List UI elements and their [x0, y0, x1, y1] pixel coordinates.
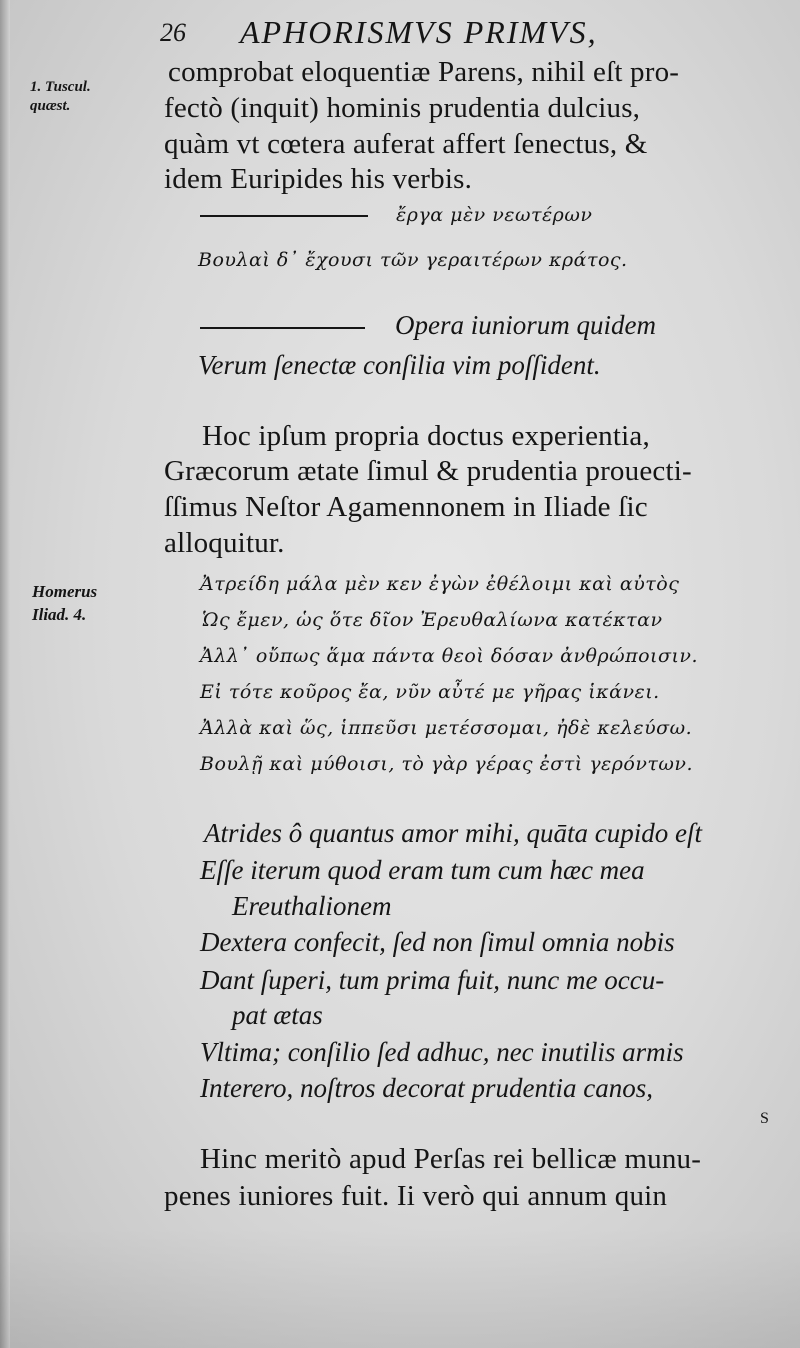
latin-verse-line: Dant ſuperi, tum prima fuit, nunc me occu-: [200, 965, 665, 995]
latin-verse-line: pat ætas: [232, 1000, 323, 1030]
text-line: fectò (inquit) hominis prudentia dulcius,: [164, 92, 641, 124]
page-bottom-shading: [0, 1228, 800, 1348]
text-line: comprobat eloquentiæ Parens, nihil eſt pro-: [168, 56, 680, 88]
latin-verse-line: Dextera confecit, ſed non ſimul omnia nobis: [200, 927, 675, 957]
marginal-note-line: Homerus: [32, 582, 98, 601]
latin-verse-line: [200, 310, 656, 341]
greek-verse-line: Ὡς ἔμεν, ὡς ὅτε δῖον Ἐρευθαλίωνα κατέκταν: [202, 609, 663, 631]
text-line: Hinc meritò apud Perſas rei bellicæ munu-: [200, 1143, 702, 1175]
latin-verse-line: Eſſe iterum quod eram tum cum hæc mea: [200, 855, 645, 885]
marginal-note-line: quæst.: [30, 98, 71, 114]
signature-mark: S: [760, 1110, 769, 1127]
greek-verse-text: ἔργα μὲν νεωτέρων: [396, 204, 593, 226]
text-line: idem Euripides his verbis.: [164, 163, 473, 195]
greek-verse-line: [200, 204, 592, 226]
verse-rule: [200, 327, 365, 329]
greek-verse-line: Εἰ τότε κοῦρος ἔα, νῦν αὖτέ με γῆρας ἱκάνει.: [200, 681, 660, 703]
greek-verse-line: Βουλῇ καὶ μύθοισι, τὸ γὰρ γέρας ἐστὶ γερόντων.: [200, 753, 694, 775]
greek-verse-line: Βουλαὶ δ᾽ ἔχουσι τῶν γεραιτέρων κράτος.: [198, 249, 628, 271]
text-line: Hoc ipſum propria doctus experientia,: [202, 420, 650, 452]
text-line: ſſimus Neſtor Agamennonem in Iliade ſic: [164, 491, 648, 523]
latin-verse-line: Vltima; conſilio ſed adhuc, nec inutilis armis: [200, 1037, 684, 1067]
marginal-note-homerus: [32, 580, 97, 626]
verse-rule: [200, 215, 368, 217]
text-line: quàm vt cœtera auferat affert ſenectus, &: [164, 128, 648, 160]
running-title: APHORISMVS PRIMVS,: [240, 14, 598, 50]
latin-verse-text: Opera iuniorum quidem: [395, 310, 656, 340]
marginal-note-tuscul: [30, 78, 91, 116]
page-number: 26: [160, 18, 186, 47]
latin-verse-line: Atrides ô quantus amor mihi, quāta cupido eſt: [204, 818, 702, 848]
text-line: Græcorum ætate ſimul & prudentia prouecti-: [164, 455, 692, 487]
text-line: alloquitur.: [164, 527, 285, 559]
text-line: penes iuniores fuit. Ii verò qui annum quin: [164, 1180, 668, 1212]
greek-verse-line: Ἀλλ᾽ οὔπως ἅμα πάντα θεοὶ δόσαν ἀνθρώποισιν.: [200, 645, 698, 667]
greek-verse-line: Ἀλλὰ καὶ ὥς, ἱππεῦσι μετέσσομαι, ἠδὲ κελεύσω.: [200, 717, 693, 739]
latin-verse-line: Verum ſenectæ conſilia vim poſſident.: [198, 350, 601, 380]
page-edge-shadow: [0, 0, 10, 1348]
latin-verse-line: Ereuthalionem: [232, 891, 392, 921]
latin-verse-line: Interero, noſtros decorat prudentia canos,: [200, 1073, 653, 1103]
greek-verse-line: Ἀτρείδη μάλα μὲν κεν ἐγὼν ἐθέλοιμι καὶ αὐτὸς: [200, 573, 680, 595]
marginal-note-line: 1. Tuscul.: [30, 79, 91, 95]
marginal-note-line: Iliad. 4.: [32, 605, 87, 624]
